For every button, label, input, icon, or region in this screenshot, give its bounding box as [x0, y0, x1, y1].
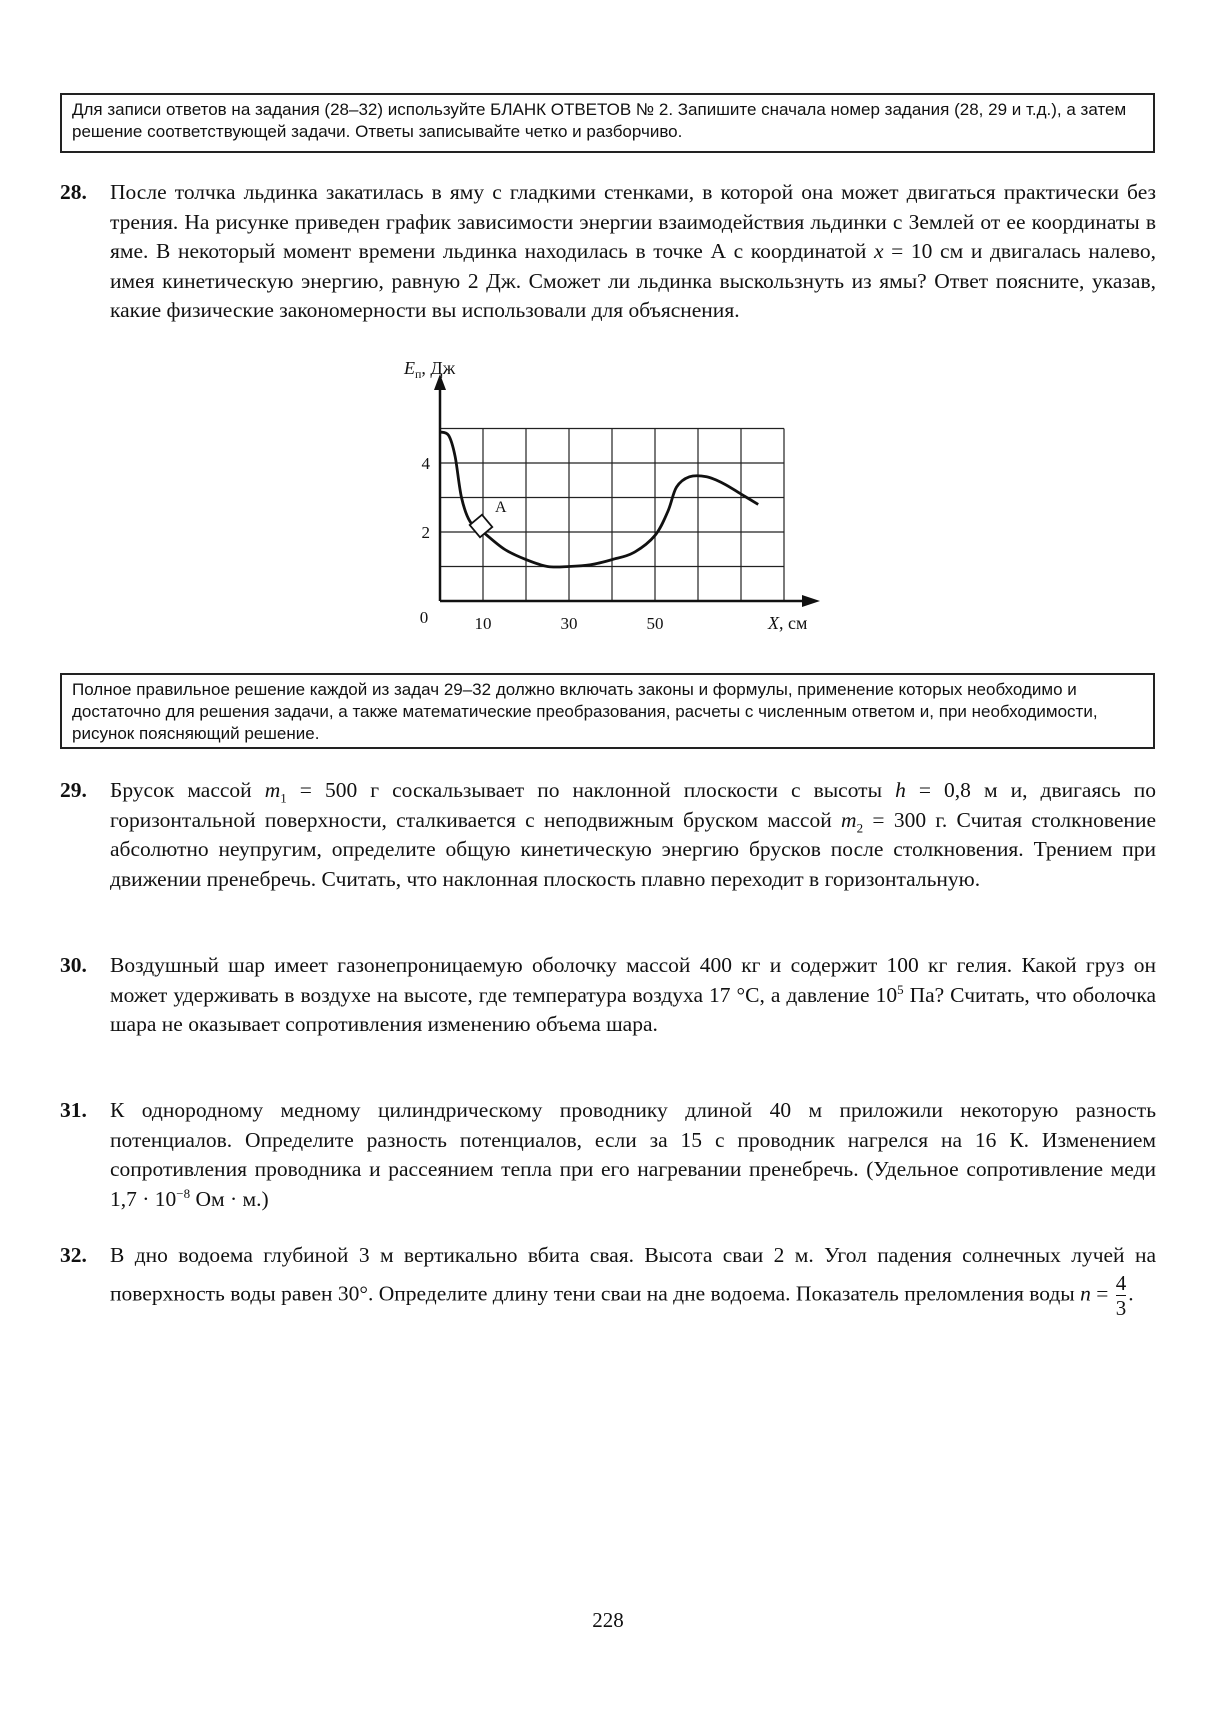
fraction-numerator: 4 — [1115, 1270, 1127, 1295]
task-32 — [60, 1241, 1156, 1320]
task-text-part: = 500 г соскальзывает по наклонной плоскости с высоты — [286, 778, 896, 802]
superscript: −8 — [176, 1185, 191, 1201]
graph-labels — [403, 358, 807, 633]
task-number: 30. — [60, 953, 87, 977]
x-axis-arrow — [802, 595, 820, 607]
graph-curve — [440, 432, 758, 567]
point-a-label: A — [495, 499, 507, 516]
x-axis-label: X, см — [768, 613, 808, 633]
task-text-part: Ом · м.) — [190, 1186, 269, 1211]
x-tick-label: 10 — [474, 614, 492, 633]
variable-x: x — [874, 239, 884, 263]
energy-curve — [440, 432, 758, 567]
task-text-part: = 300 г. Считая столкновение абсолютно неупругим, определите общую кинетическую энергию брусков после столкновения. Трением при движении пренебречь. Считать, что наклонная плоскость плавно переходит в горизонтальную. — [110, 807, 1156, 891]
task-text-part: Брусок массой — [110, 778, 265, 802]
task-text — [110, 1096, 1156, 1214]
fraction-denominator: 3 — [1115, 1295, 1127, 1320]
page-number: 228 — [592, 1608, 624, 1632]
task-text — [110, 951, 1156, 1040]
task-number: 29. — [60, 778, 87, 802]
variable-m2: m — [841, 807, 857, 832]
variable-m1: m — [264, 778, 281, 802]
task-text — [110, 776, 1156, 894]
ice-block-marker — [470, 515, 493, 538]
task-number: 31. — [60, 1098, 87, 1122]
solution-requirements-box — [60, 673, 1155, 749]
task-text — [110, 1241, 1156, 1320]
fraction — [1116, 1271, 1127, 1320]
y-axis-label: $E_п$, Дж — [404, 358, 456, 381]
task-30 — [60, 951, 1156, 1040]
task-28 — [60, 178, 1156, 326]
answer-instructions-box — [60, 93, 1155, 153]
task-text-part: Па? Считать, что оболочка шара не оказывает сопротивления изменению объема шара. — [110, 982, 1157, 1036]
subscript: 1 — [280, 790, 287, 806]
graph-axes — [434, 374, 820, 607]
x-tick-label: 50 — [646, 614, 664, 633]
variable-n: n — [1080, 1280, 1091, 1305]
task-text-part: = 0,8 м и, двигаясь по горизонтальной поверхности, сталкивается с неподвижным бруском массой — [110, 778, 1156, 832]
solution-requirements-text: Полное правильное решение каждой из задач 29–32 должно включать законы и формулы, применение которых необходимо и достаточно для решения задачи, а также математические преобразования, расчеты с численным ответом и, при необходимости, рисунок поясняющий решение. — [72, 680, 1098, 743]
variable-h: h — [895, 778, 906, 802]
energy-graph — [380, 358, 808, 643]
task-text-part: В дно водоема глубиной 3 м вертикально вбита свая. Высота сваи 2 м. Угол падения солнечных лучей на поверхность воды равен 30°. Определите длину тени сваи на дне водоема. Показатель преломления воды — [110, 1243, 1156, 1305]
period: . — [1128, 1280, 1134, 1305]
task-text-part: Воздушный шар имеет газонепроницаемую оболочку массой 400 кг и содержит 100 кг гелия. Какой груз он может удерживать в воздухе на высоте, где температура воздуха 17 °С, а давление 10 — [110, 953, 1156, 1007]
subscript: 2 — [856, 819, 864, 835]
task-text — [110, 178, 1156, 326]
task-text-part: = 10 см и двигалась налево, имея кинетическую энергию, равную 2 Дж. Сможет ли льдинка выскользнуть из ямы? Ответ поясните, указав, какие физические закономерности вы использовали для объяснения. — [110, 239, 1156, 322]
task-text-part: После толчка льдинка закатилась в яму с гладкими стенками, в которой она может двигаться практически без трения. На рисунке приведен график зависимости энергии взаимодействия льдинки с Землей от ее координаты в яме. В некоторый момент времени льдинка находилась в точке А с координатой — [110, 180, 1156, 263]
origin-label: 0 — [419, 608, 429, 627]
task-number: 32. — [60, 1243, 87, 1267]
task-number: 28. — [60, 180, 87, 204]
x-tick-label: 30 — [560, 614, 578, 633]
task-text-part: К однородному медному цилиндрическому проводнику длиной 40 м приложили некоторую разность потенциалов. Определите разность потенциалов, если за 15 с проводник нагрелся на 16 К. Изменением сопротивления проводника и рассеянием тепла при его нагревании пренебречь. (Удельное сопротивление меди 1,7 · 10 — [110, 1098, 1156, 1211]
y-tick-label: 2 — [421, 523, 430, 542]
y-tick-label: 4 — [421, 454, 430, 473]
equals-sign: = — [1090, 1280, 1114, 1305]
answer-instructions-text: Для записи ответов на задания (28–32) используйте БЛАНК ОТВЕТОВ № 2. Запишите сначала номер задания (28, 29 и т.д.), а затем решение соответствующей задачи. Ответы записывайте четко и разборчиво. — [72, 100, 1127, 141]
superscript: 5 — [897, 981, 904, 997]
task-31 — [60, 1096, 1156, 1214]
task-29 — [60, 776, 1156, 894]
graph-grid — [440, 429, 784, 602]
